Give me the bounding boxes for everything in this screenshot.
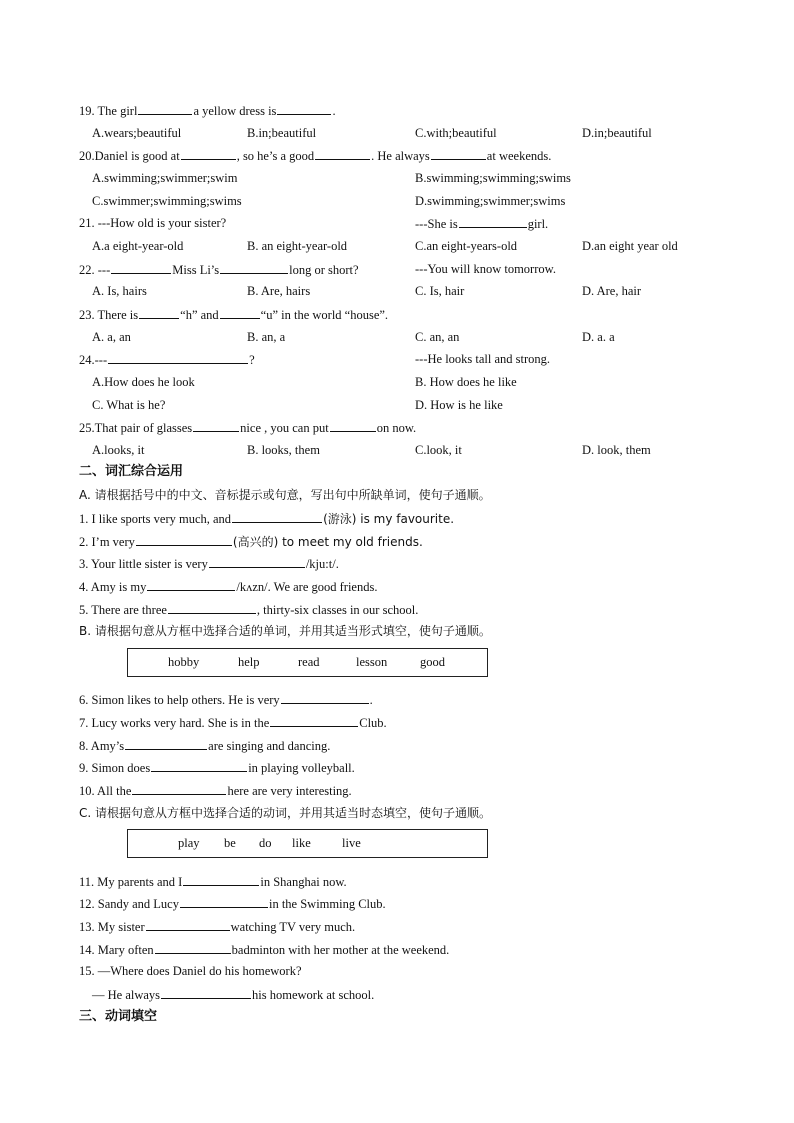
answer-blank[interactable]	[168, 601, 256, 614]
part-c-item-15: 15. —Where does Daniel do his homework?	[79, 964, 302, 978]
answer-blank[interactable]	[209, 555, 305, 568]
answer-blank[interactable]	[139, 306, 179, 319]
word-box-c	[127, 829, 488, 858]
option-b[interactable]: B.in;beautiful	[247, 126, 317, 140]
option-b[interactable]: B. Are, hairs	[247, 284, 311, 298]
part-b-item-9: 9. Simon does in playing volleyball.	[79, 761, 355, 775]
option-a[interactable]: A.swimming;swimmer;swim	[92, 171, 238, 185]
part-c-item-12: 12. Sandy and Lucy in the Swimming Club.	[79, 897, 386, 911]
option-d[interactable]: D. look, them	[582, 443, 651, 457]
answer-blank[interactable]	[108, 351, 248, 364]
part-a-item-1: 1. I like sports very much, and (游泳) is my favourite.	[79, 512, 455, 526]
answer-blank[interactable]	[155, 941, 231, 954]
part-b-item-10: 10. All the here are very interesting.	[79, 784, 352, 798]
part-c-item-13: 13. My sister watching TV very much.	[79, 920, 356, 934]
option-d[interactable]: D. How is he like	[415, 398, 503, 412]
question-21: 21. ---How old is your sister?	[79, 216, 227, 230]
word-box-item: do	[259, 836, 272, 850]
option-c[interactable]: C. an, an	[415, 330, 460, 344]
option-c[interactable]: C.with;beautiful	[415, 126, 497, 140]
answer-blank[interactable]	[193, 419, 239, 432]
question-22: 22. --- Miss Li’s long or short?	[79, 263, 359, 277]
answer-blank[interactable]	[136, 533, 232, 546]
answer-blank[interactable]	[330, 419, 376, 432]
part-b-item-8: 8. Amy’s are singing and dancing.	[79, 739, 331, 753]
word-box-item: read	[298, 655, 320, 669]
answer-blank[interactable]	[315, 147, 370, 160]
word-box-item: help	[238, 655, 260, 669]
option-a[interactable]: A.a eight-year-old	[92, 239, 184, 253]
answer-blank[interactable]	[111, 261, 171, 274]
part-b-instructions: B. 请根据句意从方框中选择合适的单词，并用其适当形式填空，使句子通顺。	[79, 624, 491, 638]
question-25: 25.That pair of glasses nice , you can put on now.	[79, 421, 417, 435]
option-b[interactable]: B. an eight-year-old	[247, 239, 348, 253]
answer-blank[interactable]	[180, 895, 268, 908]
answer-blank[interactable]	[181, 147, 236, 160]
word-box-b	[127, 648, 488, 677]
part-a-item-4: 4. Amy is my /kʌzn/. We are good friends.	[79, 580, 378, 594]
answer-blank[interactable]	[281, 691, 369, 704]
option-b[interactable]: B. an, a	[247, 330, 286, 344]
option-d[interactable]: D.an eight year old	[582, 239, 678, 253]
option-b[interactable]: B.swimming;swimming;swims	[415, 171, 571, 185]
option-b[interactable]: B. looks, them	[247, 443, 320, 457]
option-a[interactable]: A. a, an	[92, 330, 131, 344]
answer-blank[interactable]	[132, 782, 226, 795]
question-21-answer: ---She is girl.	[415, 217, 549, 231]
word-box-item: lesson	[356, 655, 388, 669]
option-c[interactable]: C.an eight-years-old	[415, 239, 518, 253]
option-d[interactable]: D. Are, hair	[582, 284, 642, 298]
answer-blank[interactable]	[138, 102, 192, 115]
part-a-item-2: 2. I’m very (高兴的) to meet my old friends.	[79, 535, 423, 549]
option-c[interactable]: C.swimmer;swimming;swims	[92, 194, 242, 208]
question-24: 24.--- ?	[79, 353, 255, 367]
section-3-title: 三、动词填空	[79, 1009, 158, 1024]
answer-blank[interactable]	[277, 102, 331, 115]
option-d[interactable]: D.in;beautiful	[582, 126, 652, 140]
question-19: 19. The girl a yellow dress is .	[79, 104, 336, 118]
question-20: 20.Daniel is good at , so he’s a good . He always at weekends.	[79, 149, 552, 163]
question-22-answer: ---You will know tomorrow.	[415, 262, 556, 276]
part-c-item-14: 14. Mary often badminton with her mother at the weekend.	[79, 943, 450, 957]
word-box-item: like	[292, 836, 311, 850]
answer-blank[interactable]	[161, 986, 251, 999]
part-a-item-3: 3. Your little sister is very /kju:t/.	[79, 557, 339, 571]
answer-blank[interactable]	[151, 759, 247, 772]
part-c-instructions: C. 请根据句意从方框中选择合适的动词，并用其适当时态填空，使句子通顺。	[79, 806, 492, 820]
word-box-item: good	[420, 655, 445, 669]
answer-blank[interactable]	[220, 261, 288, 274]
option-b[interactable]: B. How does he like	[415, 375, 517, 389]
option-a[interactable]: A.wears;beautiful	[92, 126, 182, 140]
answer-blank[interactable]	[125, 737, 207, 750]
answer-blank[interactable]	[147, 578, 235, 591]
answer-blank[interactable]	[431, 147, 486, 160]
option-c[interactable]: C.look, it	[415, 443, 462, 457]
answer-blank[interactable]	[459, 215, 527, 228]
option-c[interactable]: C. Is, hair	[415, 284, 465, 298]
answer-blank[interactable]	[232, 510, 322, 523]
part-a-item-5: 5. There are three , thirty-six classes in our school.	[79, 603, 419, 617]
option-d[interactable]: D.swimming;swimmer;swims	[415, 194, 566, 208]
option-c[interactable]: C. What is he?	[92, 398, 166, 412]
part-a-instructions: A. 请根据括号中的中文、音标提示或句意，写出句中所缺单词，使句子通顺。	[79, 488, 491, 502]
answer-blank[interactable]	[183, 873, 259, 886]
part-c-item-11: 11. My parents and I in Shanghai now.	[79, 875, 347, 889]
option-d[interactable]: D. a. a	[582, 330, 615, 344]
option-a[interactable]: A.How does he look	[92, 375, 195, 389]
word-box-item: hobby	[168, 655, 200, 669]
answer-blank[interactable]	[146, 918, 230, 931]
part-b-item-6: 6. Simon likes to help others. He is very .	[79, 693, 373, 707]
option-a[interactable]: A.looks, it	[92, 443, 145, 457]
question-24-answer: ---He looks tall and strong.	[415, 352, 551, 366]
answer-blank[interactable]	[270, 714, 358, 727]
question-23: 23. There is “h” and “u” in the world “house”.	[79, 308, 389, 322]
word-box-item: play	[178, 836, 200, 850]
option-a[interactable]: A. Is, hairs	[92, 284, 147, 298]
section-2-title: 二、词汇综合运用	[79, 464, 184, 479]
part-b-item-7: 7. Lucy works very hard. She is in the Club.	[79, 716, 387, 730]
part-c-item-15-answer: — He always his homework at school.	[92, 988, 375, 1002]
word-box-item: live	[342, 836, 361, 850]
word-box-item: be	[224, 836, 236, 850]
answer-blank[interactable]	[220, 306, 260, 319]
